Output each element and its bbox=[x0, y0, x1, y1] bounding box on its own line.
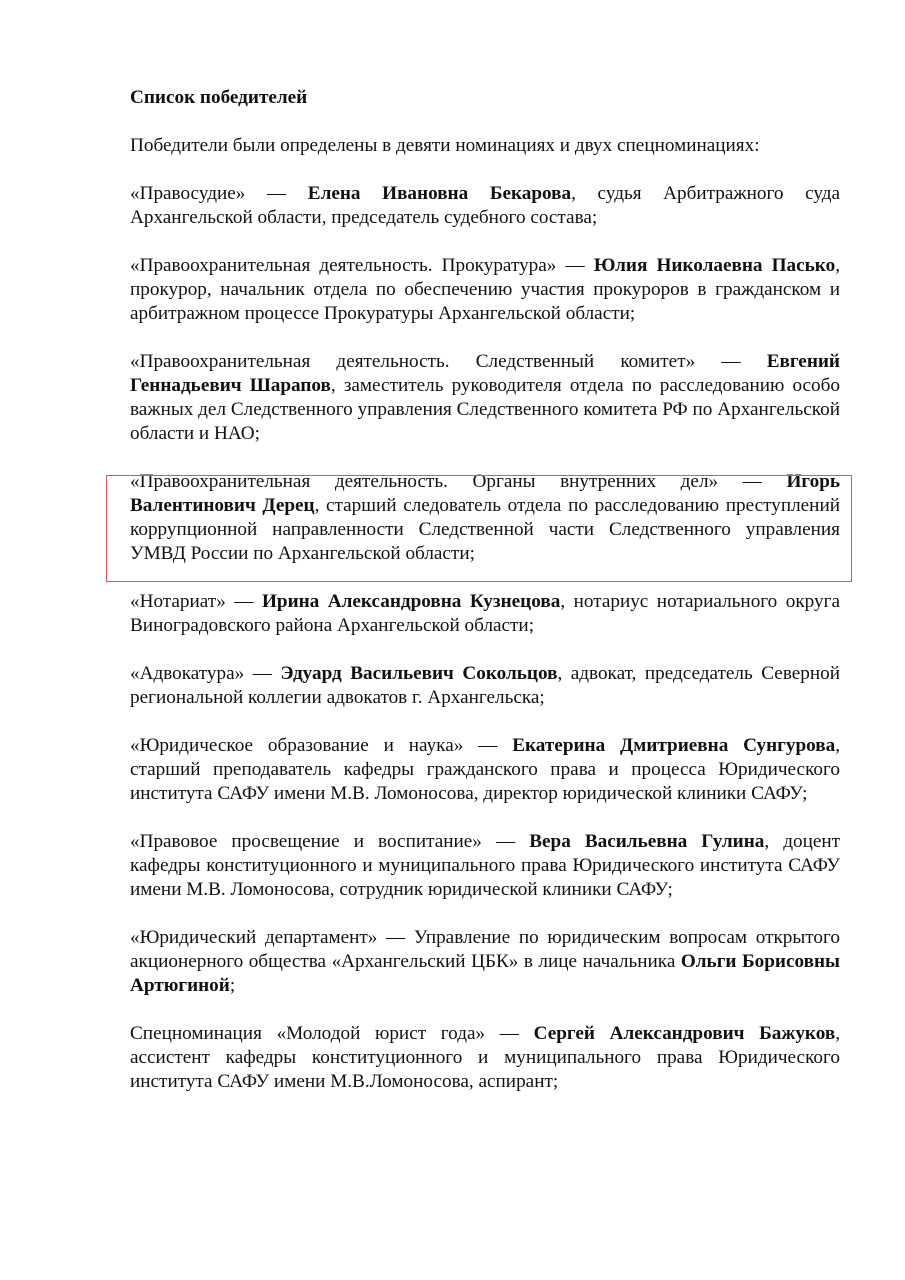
nomination-label: «Правоохранительная деятельность. Прокуратура» bbox=[130, 255, 557, 276]
nomination-label: «Правоохранительная деятельность. Следственный комитет» bbox=[130, 351, 696, 372]
nomination-label: «Правосудие» bbox=[130, 183, 246, 204]
winner-entry-prokuratura: «Правоохранительная деятельность. Прокуратура» — Юлия Николаевна Пасько, прокурор, начальник отдела по обеспечению участия прокуроров в гражданском и арбитражном процессе Прокуратуры Архангельской области; bbox=[130, 255, 840, 324]
winner-description: , ассистент кафедры конституционного и муниципального права Юридического института САФУ имени М.В.Ломоносова, аспирант; bbox=[130, 1023, 840, 1092]
intro-text: Победители были определены в девяти номинациях и двух спецноминациях: bbox=[130, 135, 760, 156]
document-title: Список победителей bbox=[130, 87, 308, 108]
nomination-label: «Правовое просвещение и воспитание» bbox=[130, 831, 482, 852]
nomination-label: «Нотариат» bbox=[130, 591, 226, 612]
winner-description: , нотариус нотариального округа Виноградовского района Архангельской области; bbox=[130, 591, 841, 636]
winner-name: Игорь Валентинович Дерец bbox=[130, 471, 841, 516]
winner-entry-obrazovanie-nauka: «Юридическое образование и наука» — Екатерина Дмитриевна Сунгурова, старший преподаватель кафедры гражданского права и процесса Юридического института САФУ имени М.В. Ломоносова, директор юридической клиники САФУ; bbox=[130, 735, 841, 804]
winner-name: Вера Васильевна Гулина bbox=[529, 831, 765, 852]
entry-text: «Юридический департамент» — Управление по юридическим вопросам открытого акционерного общества «Архангельский ЦБК» в лице начальника bbox=[130, 927, 840, 972]
nomination-label: «Юридическое образование и наука» bbox=[130, 735, 464, 756]
winner-name: Елена Ивановна Бекарова bbox=[307, 183, 572, 204]
winner-entry-notariat: «Нотариат» — Ирина Александровна Кузнецова, нотариус нотариального округа Виноградовского района Архангельской области; bbox=[130, 591, 841, 636]
winner-description: , судья Арбитражного суда Архангельской области, председатель судебного состава; bbox=[130, 183, 841, 228]
winner-entry-prosveshchenie: «Правовое просвещение и воспитание» — Вера Васильевна Гулина, доцент кафедры конституционного и муниципального права Юридического института САФУ имени М.В. Ломоносова, сотрудник юридической клиники САФУ; bbox=[130, 831, 841, 900]
winner-entry-pravosudie: «Правосудие» — Елена Ивановна Бекарова, судья Арбитражного суда Архангельской области, председатель судебного состава; bbox=[130, 183, 841, 228]
winner-entry-organy-vnutrennikh-del: «Правоохранительная деятельность. Органы внутренних дел» — Игорь Валентинович Дерец, старший следователь отдела по расследованию преступлений коррупционной направленности Следственной части Следственного управления УМВД России по Архангельской области; bbox=[130, 471, 841, 564]
winner-name: Евгений Геннадьевич Шарапов bbox=[130, 351, 840, 396]
winner-description: , доцент кафедры конституционного и муниципального права Юридического института САФУ имени М.В. Ломоносова, сотрудник юридической клиники САФУ; bbox=[130, 831, 841, 900]
winner-description: , старший преподаватель кафедры гражданского права и процесса Юридического института САФУ имени М.В. Ломоносова, директор юридической клиники САФУ; bbox=[130, 735, 841, 804]
winner-description: , заместитель руководителя отдела по расследованию особо важных дел Следственного управления Следственного комитета РФ по Архангельской области и НАО; bbox=[130, 375, 840, 444]
winner-description: , адвокат, председатель Северной региональной коллегии адвокатов г. Архангельска; bbox=[130, 663, 841, 708]
winner-description: , прокурор, начальник отдела по обеспечению участия прокуроров в гражданском и арбитражном процессе Прокуратуры Архангельской области; bbox=[130, 255, 840, 324]
winner-name: Юлия Николаевна Пасько bbox=[593, 255, 836, 276]
nomination-label: «Адвокатура» bbox=[130, 663, 245, 684]
winner-name: Екатерина Дмитриевна Сунгурова bbox=[512, 735, 836, 756]
winner-name: Ирина Александровна Кузнецова bbox=[261, 591, 561, 612]
winner-description: , старший следователь отдела по расследованию преступлений коррупционной направленности Следственной части Следственного управления УМВД России по Архангельской области; bbox=[130, 495, 840, 564]
winner-name: Сергей Александрович Бажуков bbox=[533, 1023, 836, 1044]
winner-entry-advokatura: «Адвокатура» — Эдуард Васильевич Сокольцов, адвокат, председатель Северной региональной коллегии адвокатов г. Архангельска; bbox=[130, 663, 841, 708]
winner-name: Ольги Борисовны Артюгиной bbox=[130, 951, 841, 996]
document-page bbox=[130, 86, 840, 1118]
winner-entry-molodoy-yurist: Спецноминация «Молодой юрист года» — Сергей Александрович Бажуков, ассистент кафедры конституционного и муниципального права Юридического института САФУ имени М.В.Ломоносова, аспирант; bbox=[130, 1023, 840, 1092]
nomination-label: «Правоохранительная деятельность. Органы внутренних дел» bbox=[130, 471, 719, 492]
winner-entry-yuridichesky-departament: «Юридический департамент» — Управление по юридическим вопросам открытого акционерного общества «Архангельский ЦБК» в лице начальника Ольги Борисовны Артюгиной; bbox=[130, 927, 841, 996]
winner-name: Эдуард Васильевич Сокольцов bbox=[280, 663, 558, 684]
nomination-label: Спецноминация «Молодой юрист года» bbox=[130, 1023, 486, 1044]
winner-entry-sledstvenny-komitet: «Правоохранительная деятельность. Следственный комитет» — Евгений Геннадьевич Шарапов, заместитель руководителя отдела по расследованию особо важных дел Следственного управления Следственного комитета РФ по Архангельской области и НАО; bbox=[130, 351, 840, 444]
